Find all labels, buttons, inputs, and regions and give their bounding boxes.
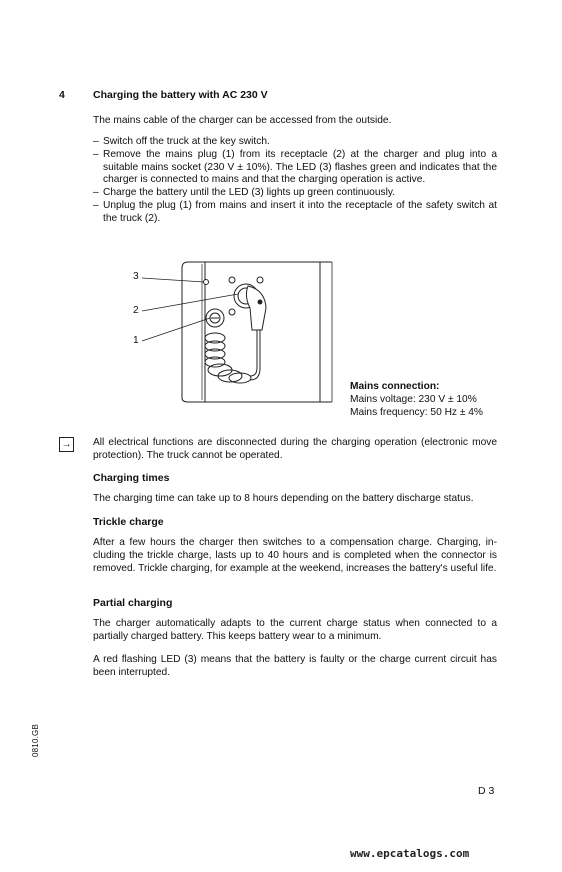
list-item: – Remove the mains plug (1) from its receptacle (2) at the charger and plug into a suitable mains socket (230 V ± 10%). The LED (3) flashes green and indicates that the charger is connected to mains and that the charging operation is active. <box>93 149 497 187</box>
caption-line: Mains frequency: 50 Hz ± 4% <box>350 406 483 418</box>
caption-title: Mains connection: <box>350 381 440 392</box>
partial-charging-text: A red flashing LED (3) means that the battery is faulty or the charge current circuit has been interrupted. <box>93 654 497 678</box>
list-item: – Unplug the plug (1) from mains and insert it into the receptacle of the safety switch at the truck (2). <box>93 200 497 226</box>
step-list <box>93 136 497 226</box>
charger-illustration <box>120 250 335 430</box>
caption-line: Mains voltage: 230 V ± 10% <box>350 393 477 405</box>
figure-caption <box>350 381 510 419</box>
callout-label: 3 <box>133 271 139 282</box>
note-text: All electrical functions are disconnected during the charging operation (electronic move protection). The truck cannot be operated. <box>93 437 497 461</box>
callout-label: 1 <box>133 335 139 346</box>
callout-label: 2 <box>133 305 139 316</box>
page-number: D 3 <box>478 785 495 797</box>
arrow-right-icon: → <box>59 437 74 452</box>
section-number: 4 <box>59 89 65 101</box>
section-title: Charging the battery with AC 230 V <box>93 89 268 101</box>
watermark: www.epcatalogs.com <box>350 847 470 860</box>
list-item: – Charge the battery until the LED (3) lights up green continuously. <box>93 187 497 200</box>
heading-trickle-charge: Trickle charge <box>93 516 164 528</box>
partial-charging-text: The charger automatically adapts to the current charge status when connected to a partially charged battery. This keeps battery wear to a minimum. <box>93 618 497 642</box>
list-item: – Switch off the truck at the key switch. <box>93 136 497 149</box>
trickle-charge-text: After a few hours the charger then switches to a compensation charge. Charging, in-cluding the trickle charge, lasts up to 40 hours and is completed when the connector is removed. Trickle charging, for example at the weekend, increases the battery's useful life. <box>93 537 497 574</box>
intro-paragraph: The mains cable of the charger can be accessed from the outside. <box>93 115 392 126</box>
heading-partial-charging: Partial charging <box>93 597 173 609</box>
charging-times-text: The charging time can take up to 8 hours depending on the battery discharge status. <box>93 493 474 504</box>
document-code: 0810.GB <box>31 724 40 757</box>
heading-charging-times: Charging times <box>93 472 170 484</box>
